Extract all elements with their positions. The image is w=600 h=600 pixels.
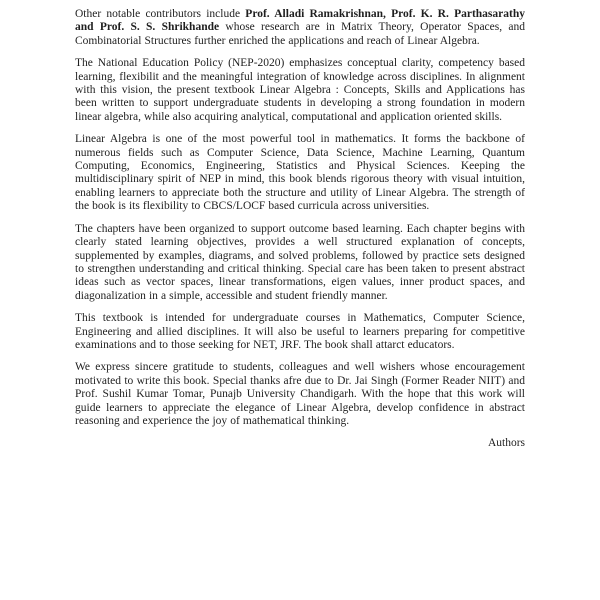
paragraph: [75, 133, 525, 213]
paragraph-text: The National Education Policy (NEP-2020) emphasizes conceptual clarity, competency based learning, flexibilit and the meaningful integration of knowledge across disciplines. In alignment with this vision, the present textbook Linear Algebra : Concepts, Skills and Applications has been written to support undergraduate students in developing a strong foundation in modern linear algebra, while also acquiring analytical, computational and application oriented skills.: [75, 57, 525, 123]
paragraph: [75, 223, 525, 303]
paragraph-text: Other notable contributors include: [75, 8, 246, 20]
paragraph: [75, 57, 525, 124]
paragraph: [75, 312, 525, 352]
paragraph-text: This textbook is intended for undergraduate courses in Mathematics, Computer Science, Engineering and allied disciplines. It will also be useful to learners preparing for competitive examinations and to those seeking for NET, JRF. The book shall attarct educators.: [75, 312, 525, 351]
paragraph: [75, 361, 525, 428]
author-signature: Authors: [487, 437, 525, 450]
paragraph: [75, 8, 525, 48]
paragraph-text: We express sincere gratitude to students, colleagues and well wishers whose encouragement motivated to write this book. Special thanks afre due to Dr. Jai Singh (Former Reader NIIT) and Prof. Sushil Kumar Tomar, Punajb University Chandigarh. With the hope that this work will guide learners to appreciate the elegance of Linear Algebra, develop confidence in abstract reasoning and experience the joy of mathematical thinking.: [75, 361, 525, 427]
contributor-names-bold: Prof. Alladi Ramakrishnan, Prof. K. R. Parthasarathy and Prof. S. S. Shrikhande: [75, 8, 525, 34]
paragraph-text: Linear Algebra is one of the most powerful tool in mathematics. It forms the backbone of numerous fields such as Computer Science, Data Science, Machine Learning, Quantum Computing, Economics, Engineering, Statistics and Physical Sciences. Keeping the multidisciplinary spirit of NEP in mind, this book blends rigorous theory with visual intuition, enabling learners to appreciate both the structure and utility of Linear Algebra. The strength of the book is its flexibility to CBCS/LOCF based curricula across universities.: [75, 133, 525, 213]
paragraph-text: The chapters have been organized to support outcome based learning. Each chapter begins with clearly stated learning objectives, provides a well structured explanation of concepts, supplemented by examples, diagrams, and solved problems, followed by practice sets designed to strengthen understanding and critical thinking. Special care has been taken to present abstract ideas such as vector spaces, linear transformations, eigen values, inner product spaces, and diagonalization in a simple, accessible and student friendly manner.: [75, 222, 525, 302]
paragraph-text: whose research are in Matrix Theory, Operator Spaces, and Combinatorial Structures further enriched the applications and reach of Linear Algebra.: [75, 21, 525, 47]
preface-paragraphs: [75, 8, 525, 428]
